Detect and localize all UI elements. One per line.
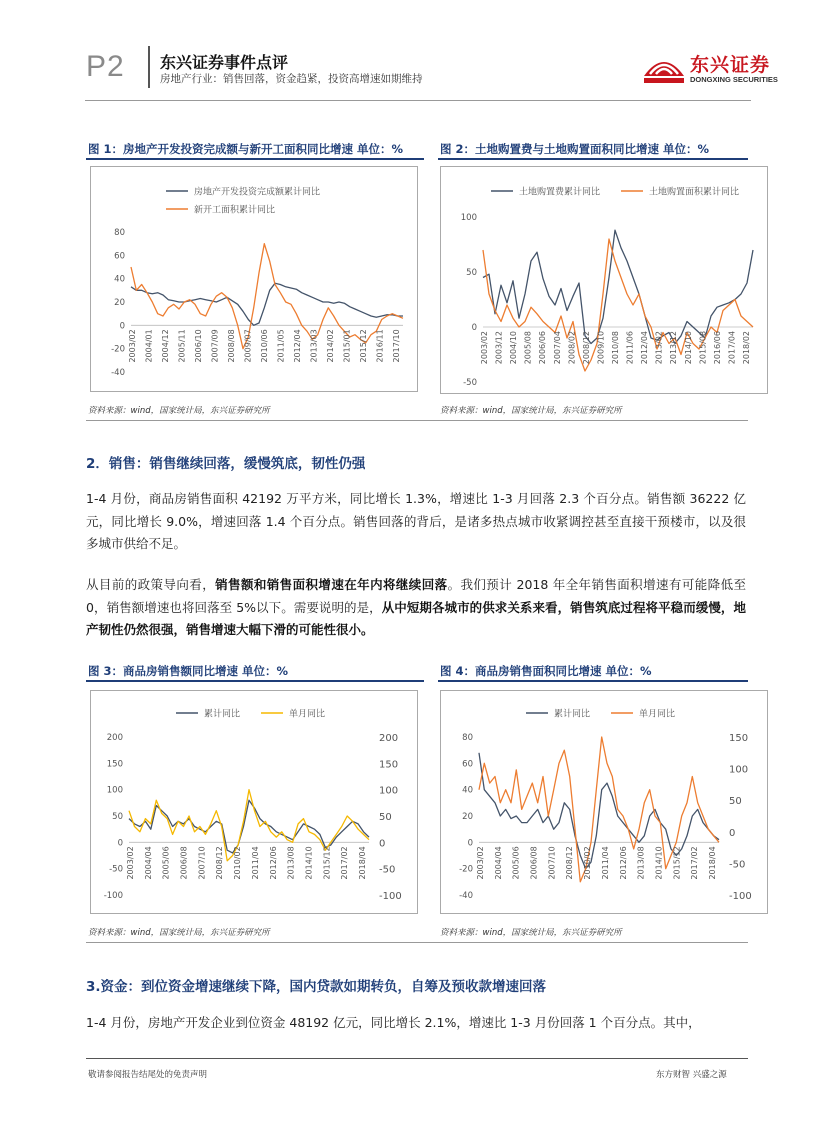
brand-logo-icon <box>640 46 688 90</box>
fig3-ytick-0: 200 <box>106 733 123 743</box>
fig1-xtick-11: 2013/03 <box>309 329 319 363</box>
fig1-xtick-10: 2012/04 <box>293 329 303 363</box>
fig1-ytick-2: 40 <box>114 274 125 285</box>
fig2-legend-label-1: 土地购置面积累计同比 <box>649 187 740 198</box>
fig4-xtick-6: 2010/02 <box>583 846 593 880</box>
fig3-ytick-right-6: -100 <box>379 891 402 902</box>
figure-4-rule <box>438 680 748 682</box>
fig4-ytick-3: 20 <box>462 812 473 822</box>
fig3-ytick-right-0: 200 <box>379 733 399 744</box>
figure-2-source: 资料来源：wind，国家统计局，东兴证券研究所 <box>440 406 622 416</box>
fig2-xtick-14: 2014/10 <box>683 331 693 365</box>
fig4-xtick-8: 2012/06 <box>618 846 628 880</box>
fig2-xtick-7: 2008/12 <box>581 331 591 365</box>
fig2-xtick-8: 2009/10 <box>596 330 606 365</box>
fig4-xtick-11: 2015/12 <box>672 846 682 880</box>
fig3-ytick-right-5: -50 <box>379 864 396 876</box>
fig2-ytick-2: 0 <box>471 323 477 333</box>
fig2-xtick-9: 2010/08 <box>611 331 620 365</box>
fig2-xtick-17: 2017/04 <box>727 330 737 365</box>
figure-2-title: 图 2：土地购置费与土地购置面积同比增速 单位：% <box>440 142 710 156</box>
fig3-ytick-6: -100 <box>103 891 123 901</box>
fig3-xtick-3: 2006/08 <box>179 846 189 880</box>
fig2-xtick-10: 2011/06 <box>625 331 635 365</box>
fig2-ytick-3: -50 <box>463 378 477 388</box>
fig3-ytick-3: 50 <box>112 812 123 822</box>
fig1-xtick-15: 2016/11 <box>375 329 385 363</box>
figure-4-title: 图 4：商品房销售面积同比增速 单位：% <box>440 664 652 678</box>
report-subtitle: 房地产行业：销售回落，资金趋紧，投资高增速如期维持 <box>160 73 423 85</box>
fig1-ytick-1: 60 <box>114 251 125 262</box>
fig4-xtick-13: 2018/04 <box>708 846 718 880</box>
fig4-ytick-5: -20 <box>459 864 473 875</box>
fig2-xtick-0: 2003/02 <box>480 331 489 365</box>
fig2-xtick-2: 2004/10 <box>509 330 519 365</box>
section-2-paragraph-1: 1-4 月份，商品房销售面积 42192 万平方米，同比增长 1.3%，增速比 1-3 月回落 2.3 个百分点。销售额 36222 亿元，同比增长 9.0%，增速回落 1.4 个百分点。销售回落的背后，是诸多热点城市收紧调控甚至直接干预楼市，以及很多城市供给不足。 <box>86 491 746 551</box>
section-3-title: 3.资金：到位资金增速继续下降，国内贷款如期转负，自筹及预收款增速回落 <box>86 979 547 995</box>
fig3-xtick-5: 2008/12 <box>215 846 225 880</box>
fig3-ytick-1: 150 <box>106 759 123 770</box>
fig3-xtick-11: 2015/12 <box>322 846 332 880</box>
fig1-xtick-1: 2004/01 <box>144 329 154 363</box>
fig1-ytick-3: 20 <box>114 298 125 308</box>
fig4-xtick-4: 2007/10 <box>547 846 557 880</box>
fig4-ytick-right-4: -50 <box>729 859 746 871</box>
header-rule <box>85 100 751 101</box>
fig3-xtick-10: 2014/10 <box>304 846 314 880</box>
fig4-ytick-right-3: 0 <box>729 827 736 839</box>
header-divider <box>148 46 150 88</box>
figure-3-title: 图 3：商品房销售额同比增速 单位：% <box>88 664 289 678</box>
fig1-legend-label-0: 房地产开发投资完成额累计同比 <box>194 187 321 198</box>
section-3-paragraph-1: 1-4 月份，房地产开发企业到位资金 48192 亿元，同比增长 2.1%，增速比 1-3 月份回落 1 个百分点。其中， <box>86 1015 701 1030</box>
fig4-ytick-right-1: 100 <box>729 764 749 776</box>
fig1-xtick-13: 2015/01 <box>342 329 352 363</box>
fig1-xtick-12: 2014/02 <box>326 329 336 363</box>
fig3-xtick-9: 2013/08 <box>286 846 296 880</box>
fig4-xtick-5: 2008/12 <box>565 846 575 880</box>
figure-2-chart <box>440 166 768 394</box>
figure-4-chart <box>440 690 768 914</box>
fig1-legend-label-1: 新开工面积累计同比 <box>194 205 276 216</box>
fig1-xtick-3: 2005/11 <box>177 329 187 363</box>
fig4-ytick-right-5: -100 <box>729 891 752 902</box>
fig4-xtick-12: 2017/02 <box>690 846 700 880</box>
fig1-xtick-14: 2015/12 <box>359 329 369 363</box>
fig2-xtick-18: 2018/02 <box>742 331 751 365</box>
fig3-xtick-0: 2003/02 <box>126 846 136 880</box>
fig2-xtick-15: 2015/08 <box>698 330 708 365</box>
fig4-ytick-right-2: 50 <box>729 796 742 808</box>
fig2-xtick-13: 2013/12 <box>669 330 679 365</box>
fig3-xtick-1: 2004/04 <box>143 846 153 880</box>
fig3-legend-label-0: 累计同比 <box>204 709 241 720</box>
fig4-xtick-7: 2011/04 <box>600 846 610 880</box>
fig4-xtick-3: 2006/08 <box>529 846 539 880</box>
page-number: P2 <box>86 50 125 83</box>
fig4-xtick-1: 2004/04 <box>493 846 503 880</box>
fig4-ytick-right-0: 150 <box>729 733 749 744</box>
fig3-xtick-4: 2007/10 <box>197 846 207 880</box>
fig4-ytick-4: 0 <box>467 838 473 849</box>
fig2-xtick-11: 2012/04 <box>640 330 650 365</box>
footer-rule <box>86 1058 748 1059</box>
fig4-xtick-10: 2014/10 <box>654 846 664 880</box>
fig1-ytick-6: -40 <box>111 368 125 378</box>
fig2-xtick-16: 2016/06 <box>712 331 722 365</box>
fig1-xtick-5: 2007/09 <box>210 329 220 363</box>
figure-4-source: 资料来源：wind，国家统计局，东兴证券研究所 <box>440 928 622 938</box>
fig4-legend-label-1: 单月同比 <box>639 709 676 720</box>
fig3-xtick-6: 2010/02 <box>233 846 243 880</box>
fig2-xtick-5: 2007/04 <box>552 331 562 365</box>
fig3-ytick-right-1: 150 <box>379 759 399 771</box>
figure-3-rule <box>86 680 424 682</box>
fig1-xtick-2: 2004/12 <box>161 329 171 363</box>
fig1-ytick-0: 80 <box>114 228 125 238</box>
figure-row-rule-2 <box>86 942 748 943</box>
figure-1-title: 图 1：房地产开发投资完成额与新开工面积同比增速 单位：% <box>88 142 404 156</box>
fig1-xtick-9: 2011/05 <box>276 329 286 363</box>
brand-name: 东兴证券 <box>690 54 771 76</box>
fig1-series-line-0 <box>131 283 403 325</box>
fig2-xtick-1: 2003/12 <box>494 331 504 365</box>
fig2-xtick-6: 2008/02 <box>567 330 577 365</box>
fig1-xtick-4: 2006/10 <box>194 329 204 363</box>
fig1-ytick-4: 0 <box>119 321 125 332</box>
section-2-paragraph-2: 从目前的政策导向看，销售额和销售面积增速在年内将继续回落。我们预计 2018 年全年销售面积增速有可能降低至 0，销售额增速也将回落至 5%以下。需要说明的是，从中短期各城市的供求关系来看，销售筑底过程将平稳而缓慢，地产韧性仍然很强，销售增速大幅下滑的可能性很小。 <box>86 577 746 637</box>
fig2-ytick-1: 50 <box>466 268 477 278</box>
fig3-xtick-2: 2005/06 <box>161 846 171 880</box>
fig3-ytick-2: 100 <box>106 785 123 796</box>
fig1-xtick-6: 2008/08 <box>227 329 237 363</box>
report-type-title: 东兴证券事件点评 <box>160 53 289 72</box>
fig2-ytick-0: 100 <box>460 213 477 223</box>
section-2-title: 2．销售：销售继续回落，缓慢筑底，韧性仍强 <box>86 456 366 472</box>
footer-slogan: 东方财智 兴盛之源 <box>656 1070 727 1080</box>
fig4-ytick-6: -40 <box>459 891 473 901</box>
fig4-ytick-2: 40 <box>462 785 473 796</box>
fig2-series-line-0 <box>483 230 753 343</box>
fig3-xtick-8: 2012/06 <box>268 846 278 880</box>
fig1-xtick-16: 2017/10 <box>392 329 402 363</box>
figure-1-rule <box>86 158 424 160</box>
brand-name-en: DONGXING SECURITIES <box>690 75 778 84</box>
fig2-legend-label-0: 土地购置费累计同比 <box>519 187 601 198</box>
fig2-xtick-12: 2013/02 <box>654 331 664 365</box>
fig3-ytick-5: -50 <box>109 864 123 875</box>
fig4-legend-label-0: 累计同比 <box>554 709 591 720</box>
fig4-ytick-0: 80 <box>462 733 473 743</box>
fig3-ytick-right-4: 0 <box>379 838 386 850</box>
fig3-ytick-4: 0 <box>117 838 123 849</box>
figure-2-rule <box>438 158 748 160</box>
fig1-xtick-8: 2010/06 <box>260 329 270 363</box>
fig4-xtick-0: 2003/02 <box>476 846 486 880</box>
figure-3-source: 资料来源：wind，国家统计局，东兴证券研究所 <box>88 928 270 938</box>
fig4-xtick-9: 2013/08 <box>636 846 646 880</box>
fig1-xtick-0: 2003/02 <box>128 329 138 363</box>
fig3-ytick-right-3: 50 <box>379 812 392 823</box>
figure-1-chart <box>90 166 418 392</box>
figure-3-chart <box>90 690 418 914</box>
fig3-legend-label-1: 单月同比 <box>289 709 326 720</box>
footer-disclaimer: 敬请参阅报告结尾处的免责声明 <box>88 1070 208 1080</box>
figure-row-rule <box>86 420 748 421</box>
fig1-xtick-7: 2009/07 <box>243 329 253 363</box>
fig4-ytick-1: 60 <box>462 759 473 770</box>
figure-1-source: 资料来源：wind，国家统计局，东兴证券研究所 <box>88 406 270 416</box>
fig2-xtick-4: 2006/06 <box>538 330 548 365</box>
fig3-series-line-0 <box>129 800 369 853</box>
fig3-xtick-12: 2017/02 <box>340 846 350 880</box>
fig3-xtick-13: 2018/04 <box>358 846 368 880</box>
fig3-ytick-right-2: 100 <box>379 785 399 797</box>
fig4-xtick-2: 2005/06 <box>511 846 521 880</box>
fig2-xtick-3: 2005/08 <box>523 331 533 365</box>
fig3-xtick-7: 2011/04 <box>250 846 260 880</box>
fig1-ytick-5: -20 <box>111 344 125 355</box>
